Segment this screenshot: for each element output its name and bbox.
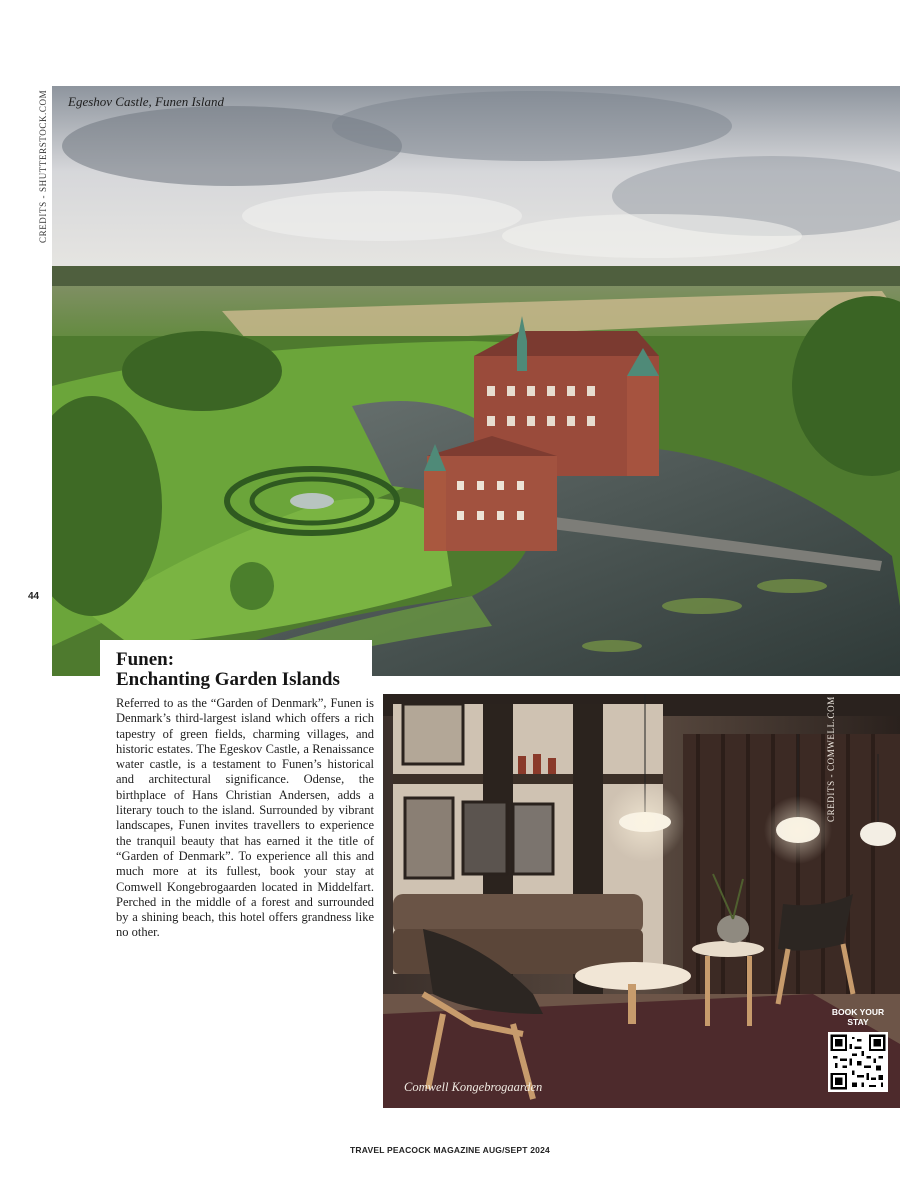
hero-photo-egeskov-castle (52, 86, 900, 676)
book-your-stay-label (820, 1008, 896, 1027)
qr-code-icon[interactable] (828, 1032, 888, 1092)
page-number: 44 (28, 591, 40, 602)
interior-photo-caption: Comwell Kongebrogaarden (404, 1080, 543, 1094)
book-label-line-1: BOOK YOUR (831, 1007, 885, 1017)
article-body: Referred to as the “Garden of Denmark”, Funen is Denmark’s third-largest island which offers a rich tapestry of green fields, charming villages, and historic estates. The Egeskov Castle, a Renaissance water castle, is a testament to Funen’s historical and architectural significance. Odense, the birthplace of Hans Christian Andersen, adds a literary touch to the island. Surrounded by vibrant landscapes, Funen invites travellers to experience the tranquil beauty that has earned it the title of “Garden of Denmark”. To experience all this and much more at its fullest, book your stay at Comwell Kongebrogaarden located in Middelfart. Perched in the middle of a forest and surrounded by a shining beach, this hotel offers grandness like no other. (116, 696, 374, 940)
hero-photo-caption: Egeshov Castle, Funen Island (68, 94, 224, 109)
article-title-line-1: Funen: (116, 649, 175, 670)
article-title-box (100, 640, 372, 692)
magazine-footer: TRAVEL PEACOCK MAGAZINE AUG/SEPT 2024 (350, 1145, 550, 1155)
interior-photo-comwell-lounge (383, 694, 900, 1108)
book-label-line-2: STAY (847, 1016, 869, 1027)
photo-credit-shutterstock: CREDITS - SHUTTERSTOCK.COM (38, 89, 48, 243)
article-title-line-2: Enchanting Garden Islands (116, 669, 340, 690)
photo-credit-comwell: CREDITS - COMWELL.COM (826, 696, 836, 822)
